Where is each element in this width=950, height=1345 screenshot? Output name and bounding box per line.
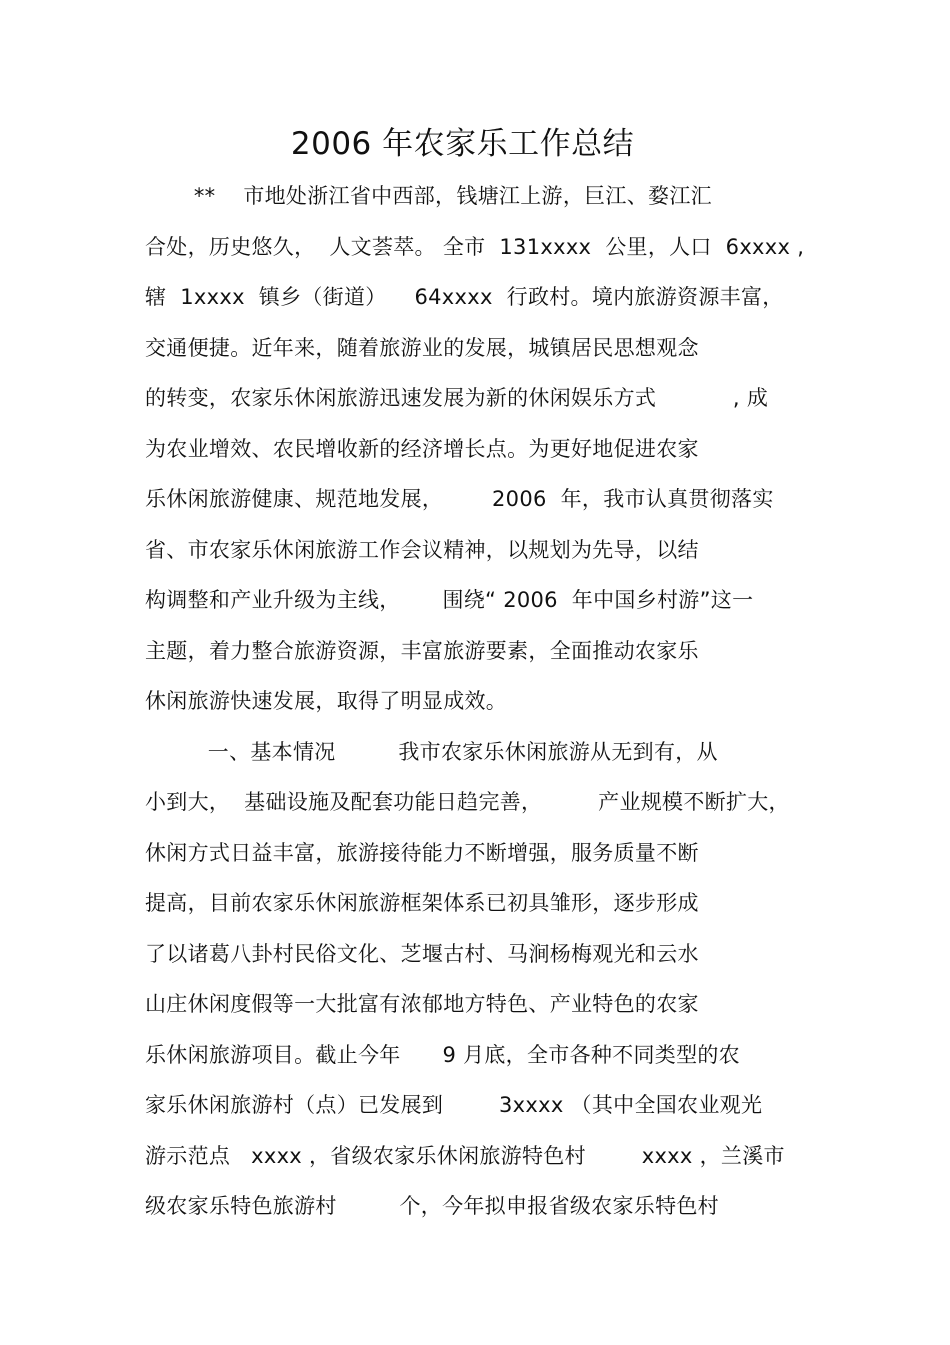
body-line: 构调整和产业升级为主线， 围绕“ 2006 年中国乡村游”这一 [145,588,754,612]
document-body [145,171,845,1232]
body-line: 辖 1xxxx 镇乡（街道） 64xxxx 行政村。境内旅游资源丰富， [145,285,784,309]
body-line: 家乐休闲旅游村（点）已发展到 3xxxx （其中全国农业观光 [145,1093,763,1117]
body-line: 的转变，农家乐休闲旅游迅速发展为新的休闲娱乐方式 , 成 [145,386,769,410]
body-line: 提高，目前农家乐休闲旅游框架体系已初具雏形，逐步形成 [145,891,699,915]
body-line: 乐休闲旅游项目。截止今年 9 月底，全市各种不同类型的农 [145,1042,740,1067]
body-line: 合处，历史悠久， 人文荟萃。 全市 131xxxx 公里，人口 6xxxx , [145,234,805,259]
document-title: 2006 年农家乐工作总结 [290,126,635,162]
body-line: 小到大， 基础设施及配套功能日趋完善， 产业规模不断扩大， [145,790,790,814]
body-line: 为农业增效、农民增收新的经济增长点。为更好地促进农家 [145,436,699,461]
body-line: 乐休闲旅游健康、规范地发展， 2006 年，我市认真贯彻落实 [145,487,774,511]
body-line: 休闲旅游快速发展，取得了明显成效。 [145,689,508,713]
body-line: 山庄休闲度假等一大批富有浓郁地方特色、产业特色的农家 [145,992,699,1016]
body-line: 主题，着力整合旅游资源，丰富旅游要素，全面推动农家乐 [145,638,699,663]
body-line: 交通便捷。近年来，随着旅游业的发展，城镇居民思想观念 [145,335,699,360]
body-line: 级农家乐特色旅游村 个，今年拟申报省级农家乐特色村 [145,1194,719,1218]
body-line: 省、市农家乐休闲旅游工作会议精神，以规划为先导，以结 [145,537,699,562]
section-heading-line: 一、基本情况 我市农家乐休闲旅游从无到有，从 [145,739,718,764]
body-line: 游示范点 xxxx ，省级农家乐休闲旅游特色村 xxxx ，兰溪市 [145,1143,785,1168]
body-line: ** 市地处浙江省中西部，钱塘江上游，巨江、婺江汇 [145,184,712,208]
body-line: 了以诸葛八卦村民俗文化、芝堰古村、马涧杨梅观光和云水 [145,941,699,966]
body-line: 休闲方式日益丰富，旅游接待能力不断增强，服务质量不断 [145,840,699,865]
